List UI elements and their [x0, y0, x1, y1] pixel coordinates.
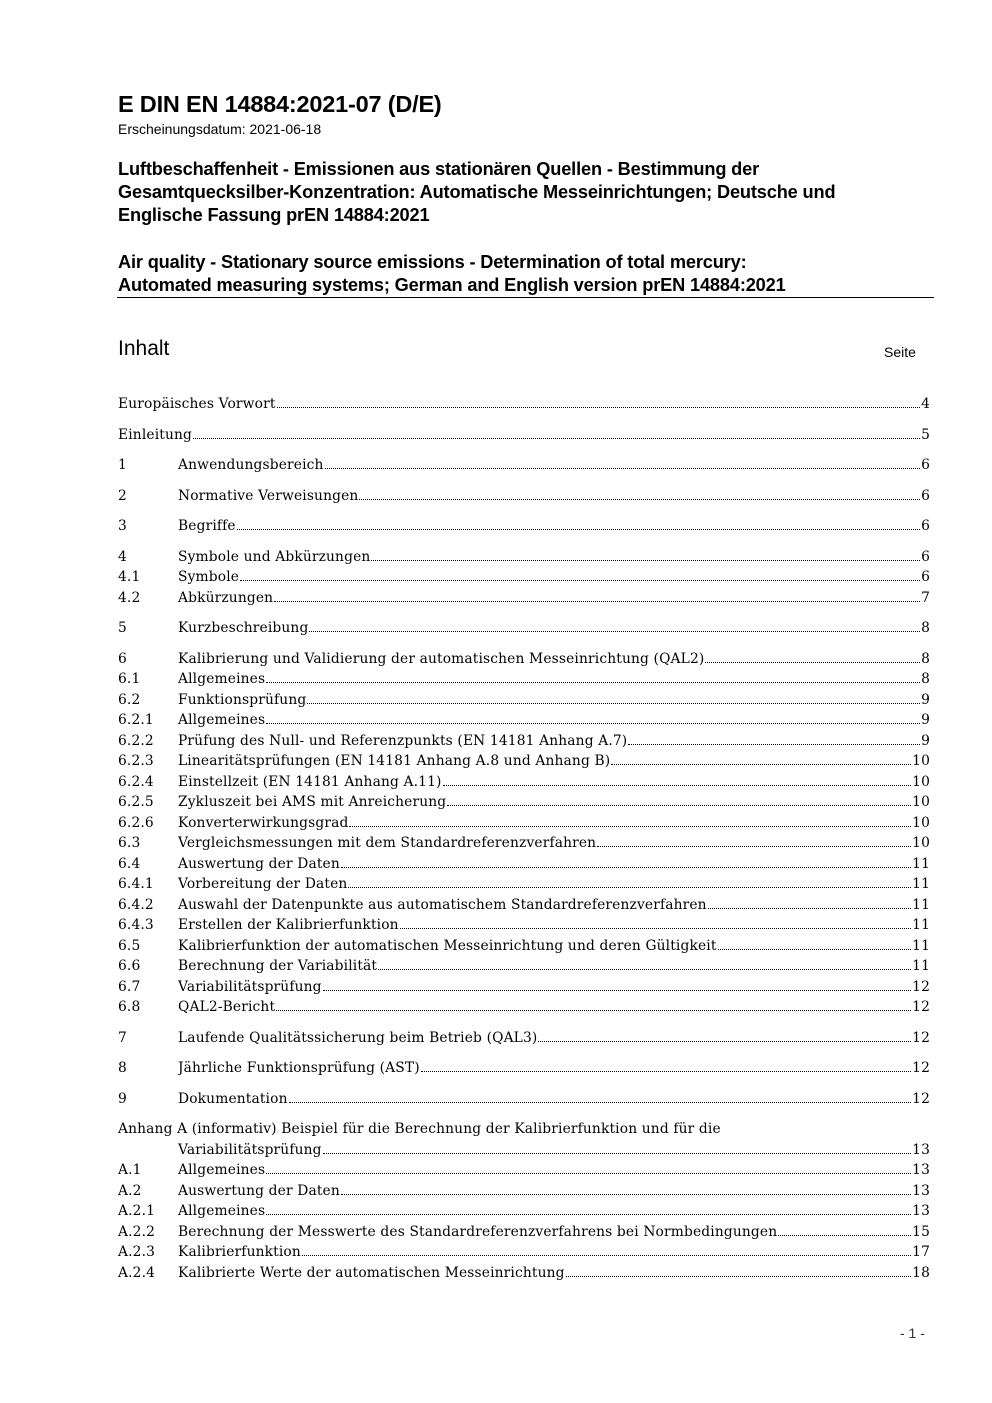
- toc-entry-title: Zykluszeit bei AMS mit Anreicherung: [178, 794, 447, 810]
- toc-entry[interactable]: [118, 516, 930, 537]
- title-divider: [117, 297, 934, 298]
- toc-entry-page: 11: [912, 876, 930, 892]
- title-german-line: Luftbeschaffenheit - Emissionen aus stationären Quellen - Bestimmung der: [118, 159, 760, 179]
- toc-entry-page: 11: [912, 855, 930, 872]
- toc-entry[interactable]: [118, 1058, 930, 1079]
- toc-entry-page: 9: [921, 732, 930, 749]
- toc-entry[interactable]: [118, 1242, 930, 1263]
- title-german: [118, 158, 938, 227]
- toc-entry-title: Normative Verweisungen: [178, 487, 359, 504]
- toc-entry[interactable]: [118, 1263, 930, 1284]
- toc-entry-title: Kalibrierung und Validierung der automatischen Messeinrichtung (QAL2): [178, 650, 705, 667]
- toc-main-entries: [118, 394, 930, 1109]
- toc-entry-page: 8: [921, 671, 930, 687]
- toc-entry[interactable]: [118, 854, 930, 875]
- toc-entry-title: Berechnung der Messwerte des Standardreferenzverfahrens bei Normbedingungen: [178, 1223, 778, 1240]
- toc-entry-title: Abkürzungen: [178, 589, 274, 606]
- toc-entry-page: 12: [912, 999, 930, 1015]
- toc-entry-page: 11: [912, 937, 930, 954]
- toc-entry-number: 6.2: [118, 691, 141, 708]
- toc-entry-page: 5: [921, 426, 930, 443]
- toc-entry-title: Allgemeines: [178, 1162, 266, 1178]
- toc-entry-page: 11: [912, 917, 930, 933]
- toc-entry-title: Variabilitätsprüfung: [178, 1141, 322, 1158]
- toc-heading: Inhalt: [118, 337, 170, 360]
- toc-entry[interactable]: [118, 874, 930, 895]
- toc-entry[interactable]: [118, 751, 930, 772]
- toc-entry[interactable]: [118, 618, 930, 639]
- toc-entry-page: 11: [912, 896, 930, 913]
- toc-entry-title: Erstellen der Kalibrierfunktion: [178, 917, 399, 933]
- toc-leader-dots: [708, 908, 911, 909]
- toc-entry-page: 4: [921, 396, 930, 412]
- toc-entry-number: 6.3: [118, 835, 141, 851]
- toc-entry-title: Auswahl der Datenpunkte aus automatischem Standardreferenzverfahren: [178, 896, 707, 913]
- toc-entry-page: 10: [912, 773, 930, 790]
- toc-entry-page: 13: [912, 1141, 930, 1158]
- document-id: E DIN EN 14884:2021-07 (D/E): [118, 91, 442, 117]
- toc-entry[interactable]: [118, 813, 930, 834]
- toc-entry[interactable]: [118, 895, 930, 916]
- toc-entry-number: A.1: [118, 1162, 142, 1178]
- toc-entry-title: Dokumentation: [178, 1090, 288, 1107]
- toc-leader-dots: [277, 407, 921, 408]
- toc-entry-page: 6: [921, 457, 930, 473]
- toc-entry[interactable]: [118, 567, 930, 588]
- toc-entry-title: Auswertung der Daten: [178, 1182, 340, 1199]
- toc-leader-dots: [597, 846, 911, 847]
- toc-leader-dots: [266, 682, 920, 683]
- toc-leader-dots: [266, 723, 920, 724]
- toc-entry-number: 4.2: [118, 589, 141, 606]
- toc-entry-title: Symbole: [178, 569, 240, 585]
- toc-entry-number: 6: [118, 650, 127, 667]
- toc-entry-number: A.2: [118, 1182, 142, 1199]
- toc-entry-number: A.2.3: [118, 1244, 156, 1260]
- toc-annex-entries: [118, 1160, 930, 1283]
- toc-leader-dots: [307, 703, 920, 704]
- toc-entry-title: Einleitung: [118, 426, 193, 443]
- table-of-contents: [118, 394, 930, 1283]
- toc-entry-number: 9: [118, 1090, 127, 1107]
- toc-entry[interactable]: [118, 394, 930, 415]
- toc-leader-dots: [566, 1276, 912, 1277]
- toc-entry-title: Symbole und Abkürzungen: [178, 548, 371, 565]
- toc-entry-page: 6: [921, 548, 930, 565]
- toc-entry[interactable]: [118, 710, 930, 731]
- toc-entry-number: 6.4.3: [118, 917, 154, 933]
- toc-entry-page: 8: [921, 620, 930, 636]
- toc-entry[interactable]: [118, 547, 930, 568]
- toc-entry-number: 6.2.5: [118, 794, 154, 810]
- toc-entry-page: 13: [912, 1182, 930, 1199]
- toc-entry-title: QAL2-Bericht: [178, 999, 276, 1015]
- toc-entry-page: 6: [921, 487, 930, 504]
- toc-entry-page: 8: [921, 650, 930, 667]
- toc-entry-page: 10: [912, 794, 930, 810]
- toc-leader-dots: [237, 529, 920, 530]
- toc-entry-page: 12: [912, 978, 930, 995]
- toc-leader-dots: [778, 1235, 911, 1236]
- toc-entry[interactable]: [118, 455, 930, 476]
- toc-entry-title: Kurzbeschreibung: [178, 620, 309, 636]
- toc-entry-number: A.2.1: [118, 1203, 156, 1219]
- toc-leader-dots: [348, 887, 911, 888]
- toc-entry-title: Allgemeines: [178, 1203, 266, 1219]
- toc-entry-title: Kalibrierfunktion der automatischen Messeinrichtung und deren Gültigkeit: [178, 937, 717, 954]
- toc-entry-page: 17: [912, 1244, 930, 1260]
- toc-leader-dots: [193, 438, 920, 439]
- toc-entry-page: 12: [912, 1029, 930, 1046]
- toc-leader-dots: [240, 580, 920, 581]
- toc-leader-dots: [276, 1010, 911, 1011]
- toc-entry-title: Anwendungsbereich: [178, 457, 324, 473]
- toc-entry-page: 12: [912, 1060, 930, 1076]
- toc-entry-number: 6.7: [118, 978, 141, 995]
- toc-leader-dots: [341, 1194, 911, 1195]
- toc-entry-number: 6.4: [118, 855, 141, 872]
- toc-entry-title: Auswertung der Daten: [178, 855, 340, 872]
- toc-leader-dots: [266, 1173, 911, 1174]
- toc-entry-number: 6.1: [118, 671, 141, 687]
- toc-leader-dots: [274, 601, 920, 602]
- toc-entry-title: Einstellzeit (EN 14181 Anhang A.11): [178, 773, 442, 790]
- toc-entry-title: Europäisches Vorwort: [118, 396, 276, 412]
- toc-entry-title: Allgemeines: [178, 671, 266, 687]
- toc-leader-dots: [289, 1102, 912, 1103]
- toc-leader-dots: [718, 949, 912, 950]
- toc-leader-dots: [266, 1214, 911, 1215]
- toc-entry[interactable]: [118, 792, 930, 813]
- toc-entry-number: 8: [118, 1060, 127, 1076]
- toc-entry[interactable]: [118, 1160, 930, 1181]
- toc-entry-page: 7: [921, 589, 930, 606]
- toc-leader-dots: [443, 785, 912, 786]
- toc-entry-page: 9: [921, 691, 930, 708]
- toc-entry[interactable]: [118, 1089, 930, 1110]
- toc-entry-title: Jährliche Funktionsprüfung (AST): [178, 1060, 420, 1076]
- toc-leader-dots: [611, 764, 911, 765]
- toc-entry[interactable]: [118, 1222, 930, 1243]
- toc-entry-number: 6.2.6: [118, 814, 154, 831]
- toc-entry-page: 6: [921, 569, 930, 585]
- publication-date: Erscheinungsdatum: 2021-06-18: [118, 121, 322, 137]
- toc-entry-title: Laufende Qualitätssicherung beim Betrieb (QAL3): [178, 1029, 538, 1046]
- toc-entry[interactable]: [118, 1181, 930, 1202]
- toc-entry-number: 6.6: [118, 958, 141, 974]
- toc-entry-number: 6.2.3: [118, 753, 154, 769]
- toc-entry-number: 6.5: [118, 937, 141, 954]
- toc-leader-dots: [628, 744, 920, 745]
- toc-entry[interactable]: [118, 977, 930, 998]
- toc-entry[interactable]: [118, 1028, 930, 1049]
- footer-page-number: - 1 -: [900, 1325, 925, 1341]
- toc-entry-page: 13: [912, 1162, 930, 1178]
- toc-entry[interactable]: [118, 772, 930, 793]
- toc-leader-dots: [378, 969, 911, 970]
- toc-entry-title: Linearitätsprüfungen (EN 14181 Anhang A.8 und Anhang B): [178, 753, 611, 769]
- toc-leader-dots: [371, 560, 920, 561]
- toc-entry[interactable]: [118, 915, 930, 936]
- toc-entry-page: 10: [912, 814, 930, 831]
- toc-entry-title: Konverterwirkungsgrad: [178, 814, 349, 831]
- toc-entry-number: 2: [118, 487, 127, 504]
- toc-leader-dots: [325, 468, 921, 469]
- toc-entry-number: 6.4.2: [118, 896, 154, 913]
- toc-annex-a-line2[interactable]: [118, 1140, 930, 1161]
- toc-entry-number: 7: [118, 1029, 127, 1046]
- toc-entry-title: Vorbereitung der Daten: [178, 876, 348, 892]
- toc-leader-dots: [323, 990, 911, 991]
- toc-entry-number: 6.2.2: [118, 732, 154, 749]
- title-english: [118, 251, 938, 297]
- toc-entry[interactable]: [118, 1201, 930, 1222]
- toc-entry[interactable]: [118, 669, 930, 690]
- toc-entry[interactable]: [118, 997, 930, 1018]
- toc-page-column-label: Seite: [884, 344, 916, 360]
- toc-leader-dots: [421, 1071, 911, 1072]
- toc-leader-dots: [400, 928, 911, 929]
- toc-annex-a-line1[interactable]: Anhang A (informativ) Beispiel für die Berechnung der Kalibrierfunktion und für die: [118, 1121, 721, 1137]
- toc-entry-title: Begriffe: [178, 518, 236, 534]
- toc-entry-number: 5: [118, 620, 127, 636]
- toc-entry-number: 1: [118, 457, 127, 473]
- toc-leader-dots: [341, 867, 911, 868]
- toc-leader-dots: [705, 662, 920, 663]
- toc-entry[interactable]: [118, 833, 930, 854]
- toc-entry[interactable]: [118, 956, 930, 977]
- toc-entry[interactable]: [118, 690, 930, 711]
- toc-entry[interactable]: [118, 425, 930, 446]
- toc-entry-number: 6.2.1: [118, 712, 154, 728]
- toc-entry-page: 10: [912, 753, 930, 769]
- title-english-line: Automated measuring systems; German and English version prEN 14884:2021: [118, 275, 786, 295]
- toc-entry-title: Variabilitätsprüfung: [178, 978, 322, 995]
- toc-entry-page: 12: [912, 1090, 930, 1107]
- toc-entry[interactable]: [118, 936, 930, 957]
- toc-entry[interactable]: [118, 649, 930, 670]
- toc-entry-number: 4.1: [118, 569, 141, 585]
- toc-entry-number: A.2.2: [118, 1223, 156, 1240]
- toc-entry-number: 4: [118, 548, 127, 565]
- toc-leader-dots: [447, 805, 911, 806]
- toc-entry-page: 13: [912, 1203, 930, 1219]
- toc-entry-page: 9: [921, 712, 930, 728]
- toc-entry-number: 3: [118, 518, 127, 534]
- toc-entry-title: Prüfung des Null- und Referenzpunkts (EN 14181 Anhang A.7): [178, 732, 628, 749]
- toc-entry[interactable]: [118, 588, 930, 609]
- toc-entry-title: Allgemeines: [178, 712, 266, 728]
- toc-entry-title: Vergleichsmessungen mit dem Standardreferenzverfahren: [178, 835, 597, 851]
- toc-entry-page: 6: [921, 518, 930, 534]
- toc-entry-title: Kalibrierfunktion: [178, 1244, 301, 1260]
- toc-entry-title: Funktionsprüfung: [178, 691, 307, 708]
- title-english-line: Air quality - Stationary source emissions - Determination of total mercury:: [118, 252, 747, 272]
- toc-entry-page: 10: [912, 835, 930, 851]
- toc-entry-number: A.2.4: [118, 1264, 156, 1281]
- toc-leader-dots: [323, 1153, 911, 1154]
- toc-leader-dots: [349, 826, 911, 827]
- toc-entry-page: 15: [912, 1223, 930, 1240]
- toc-leader-dots: [359, 499, 920, 500]
- toc-entry-page: 11: [912, 958, 930, 974]
- toc-leader-dots: [302, 1255, 911, 1256]
- toc-entry[interactable]: [118, 486, 930, 507]
- toc-entry-page: 18: [912, 1264, 930, 1281]
- toc-entry-number: 6.2.4: [118, 773, 154, 790]
- toc-entry-number: 6.8: [118, 999, 141, 1015]
- toc-entry-number: 6.4.1: [118, 876, 154, 892]
- toc-entry[interactable]: [118, 731, 930, 752]
- toc-leader-dots: [309, 631, 920, 632]
- title-german-line: Gesamtquecksilber-Konzentration: Automatische Messeinrichtungen; Deutsche und: [118, 182, 836, 202]
- toc-entry-title: Berechnung der Variabilität: [178, 958, 378, 974]
- toc-entry-title: Kalibrierte Werte der automatischen Messeinrichtung: [178, 1264, 565, 1281]
- toc-leader-dots: [538, 1041, 911, 1042]
- title-german-line: Englische Fassung prEN 14884:2021: [118, 205, 430, 225]
